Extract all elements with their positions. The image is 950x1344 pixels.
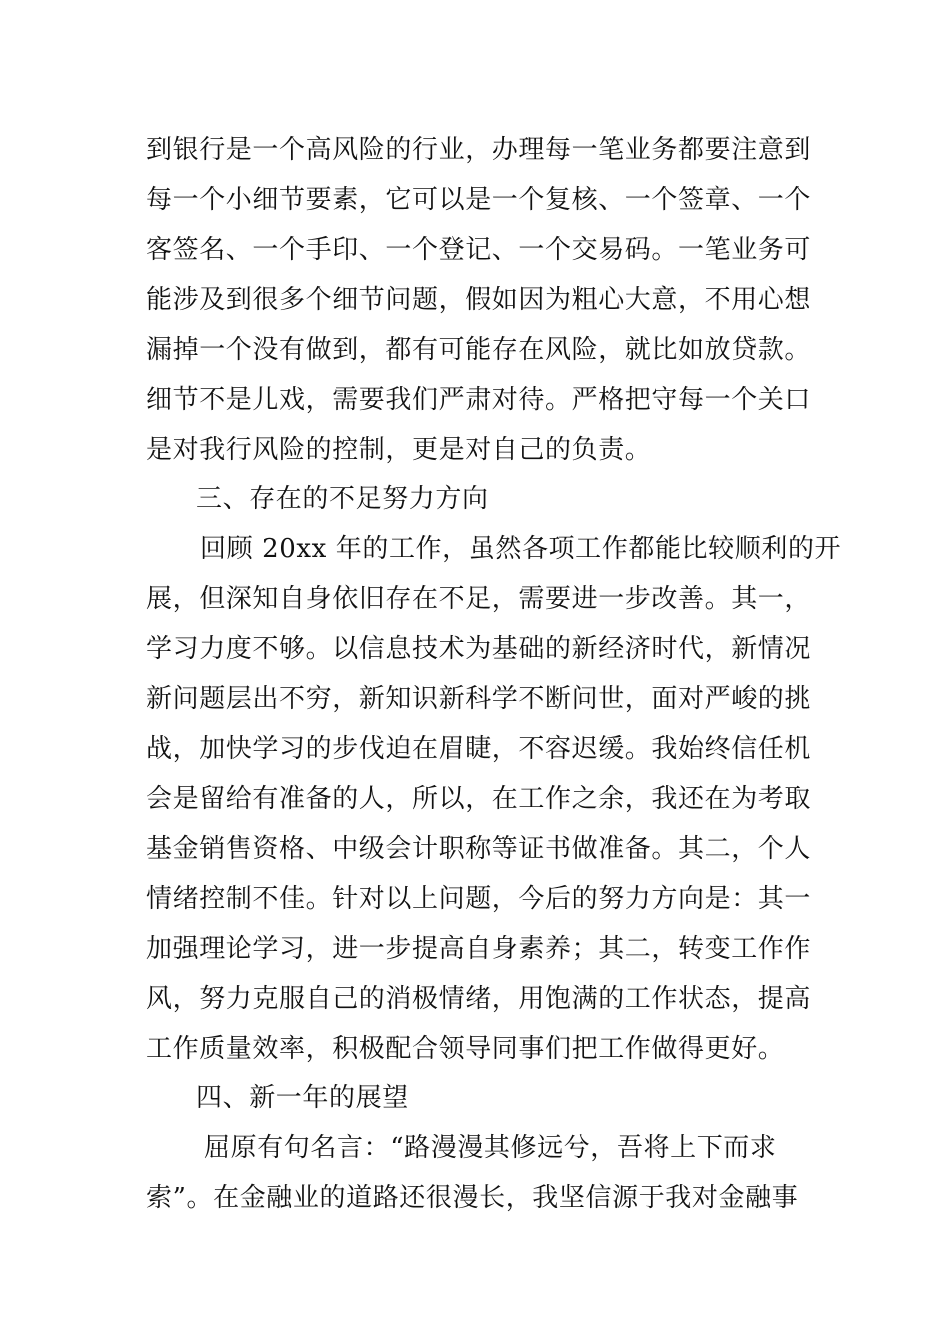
paragraph-line: 加强理论学习，进一步提高自身素养；其二，转变工作作 — [146, 934, 812, 964]
paragraph-line: 能涉及到很多个细节问题，假如因为粗心大意，不用心想 — [146, 285, 812, 315]
paragraph-line: 会是留给有准备的人，所以，在工作之余，我还在为考取 — [146, 784, 812, 814]
paragraph-line: 学习力度不够。以信息技术为基础的新经济时代，新情况 — [146, 634, 812, 664]
paragraph-line: 是对我行风险的控制，更是对自己的负责。 — [146, 435, 652, 465]
paragraph-line: 细节不是儿戏，需要我们严肃对待。严格把守每一个关口 — [146, 385, 812, 415]
paragraph-line: 索”。在金融业的道路还很漫长，我坚信源于我对金融事 — [146, 1183, 799, 1213]
section-heading: 四、新一年的展望 — [196, 1083, 409, 1113]
paragraph-line: 战，加快学习的步伐迫在眉睫，不容迟缓。我始终信任机 — [146, 734, 812, 764]
paragraph-line: 展，但深知自身依旧存在不足，需要进一步改善。其一， — [146, 584, 812, 614]
paragraph-line: 回顾 20xx 年的工作，虽然各项工作都能比较顺利的开 — [200, 534, 842, 564]
paragraph-line: 每一个小细节要素，它可以是一个复核、一个签章、一个 — [146, 185, 812, 215]
paragraph-line: 到银行是一个高风险的行业，办理每一笔业务都要注意到 — [146, 135, 812, 165]
paragraph-line: 风，努力克服自己的消极情绪，用饱满的工作状态，提高 — [146, 984, 812, 1014]
paragraph-line: 屈原有句名言：“路漫漫其修远兮，吾将上下而求 — [204, 1133, 777, 1163]
paragraph-line: 情绪控制不佳。针对以上问题，今后的努力方向是：其一 — [146, 884, 812, 914]
paragraph-line: 客签名、一个手印、一个登记、一个交易码。一笔业务可 — [146, 235, 812, 265]
paragraph-line: 漏掉一个没有做到，都有可能存在风险，就比如放贷款。 — [146, 335, 812, 365]
paragraph-line: 工作质量效率，积极配合领导同事们把工作做得更好。 — [146, 1034, 785, 1064]
paragraph-line: 基金销售资格、中级会计职称等证书做准备。其二，个人 — [146, 834, 812, 864]
section-heading: 三、存在的不足努力方向 — [196, 484, 489, 514]
paragraph-line: 新问题层出不穷，新知识新科学不断问世，面对严峻的挑 — [146, 684, 812, 714]
